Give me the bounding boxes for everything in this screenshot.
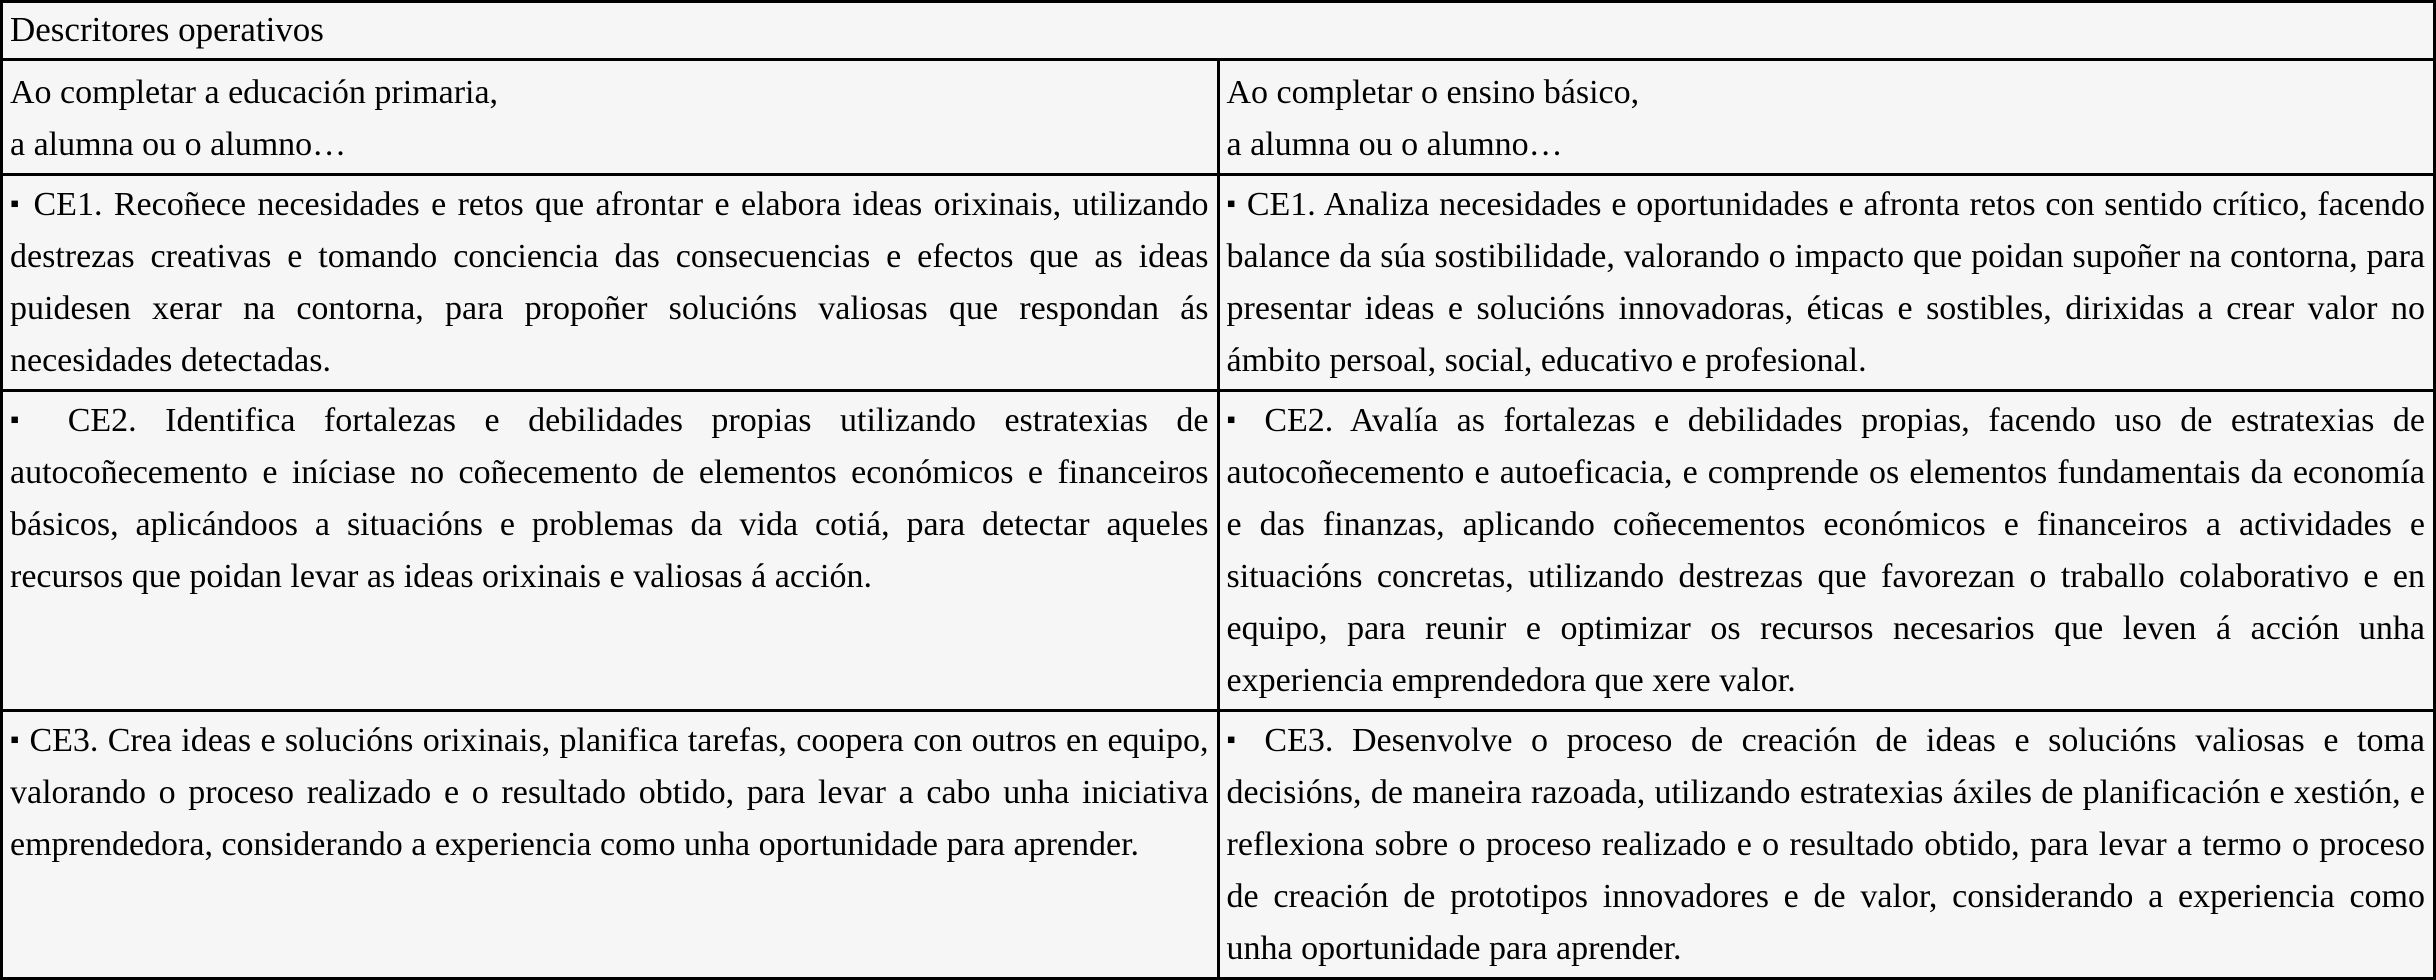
ce3-primary-cell [2,711,1219,979]
table-title-cell [2,2,2435,60]
table-title-row [2,2,2435,60]
header-right-line1: Ao completar o ensino básico, [1226,74,1640,111]
ce2-primary-paragraph [10,394,1209,603]
table-title: Descritores operativos [10,10,324,49]
ce1-primary-text: CE1. Recoñece necesidades e retos que afrontar e elabora ideas orixinais, utilizando destrezas creativas e tomando conciencia das consecuencias e efectos que as ideas puidesen xerar na contorna, para propoñer solucións valiosas que respondan ás necesidades detectadas. [10,186,1209,379]
ce3-basic-paragraph [1227,714,2426,975]
bullet-square-icon: ▪ [1226,405,1246,434]
bullet-square-icon: ▪ [10,405,40,434]
ce2-basic-paragraph [1227,394,2426,707]
column-header-row [2,60,2435,175]
ce3-primary-text: CE3. Crea ideas e solucións orixinais, planifica tarefas, coopera con outros en equipo, valorando o proceso realizado e o resultado obtido, para levar a cabo unha iniciativa emprendedora, considerando a experiencia como unha oportunidade para aprender. [10,722,1209,863]
ce1-primary-cell [2,175,1219,391]
header-left-line2: a alumna ou o alumno… [10,126,347,163]
table-row-ce3 [2,711,2435,979]
header-left-line1: Ao completar a educación primaria, [10,74,499,111]
ce1-basic-text: CE1. Analiza necesidades e oportunidades e afronta retos con sentido crítico, facendo balance da súa sostibilidade, valorando o impacto que poidan supoñer na contorna, para presentar ideas e solucións innovadoras, éticas e sostibles, dirixidas a crear valor no ámbito persoal, social, educativo e profesional. [1226,186,2426,379]
table-row-ce2 [2,391,2435,711]
ce3-basic-text: CE3. Desenvolve o proceso de creación de ideas e solucións valiosas e toma decisións, de maneira razoada, utilizando estratexias áxiles de planificación e xestión, e reflexiona sobre o proceso realizado e o resultado obtido, para levar a termo o proceso de creación de prototipos innovadores e de valor, considerando a experiencia como unha oportunidade para aprender. [1226,722,2425,967]
bullet-square-icon: ▪ [1226,189,1238,218]
header-right-line2: a alumna ou o alumno… [1226,126,1563,163]
header-cell-primary-education [2,60,1219,175]
ce2-basic-cell [1218,391,2435,711]
table-row-ce1 [2,175,2435,391]
ce2-basic-text: CE2. Avalía as fortalezas e debilidades propias, facendo uso de estratexias de autocoñecemento e autoeficacia, e comprende os elementos fundamentais da economía e das finanzas, aplicando coñecementos económicos e financeiros a actividades e situacións concretas, utilizando destrezas que favorezan o traballo colaborativo e en equipo, para reunir e optimizar os recursos necesarios que leven á acción unha experiencia emprendedora que xere valor. [1226,402,2426,699]
bullet-square-icon: ▪ [1226,725,1246,754]
ce2-primary-text: CE2. Identifica fortalezas e debilidades propias utilizando estratexias de autocoñecemento e iníciase no coñecemento de elementos económicos e financeiros básicos, aplicándoos a situacións e problemas da vida cotiá, para detectar aqueles recursos que poidan levar as ideas orixinais e valiosas á acción. [10,402,1209,595]
ce2-primary-cell [2,391,1219,711]
ce1-basic-cell [1218,175,2435,391]
ce3-basic-cell [1218,711,2435,979]
ce1-basic-paragraph [1227,178,2426,387]
bullet-square-icon: ▪ [10,725,21,754]
header-cell-basic-education [1218,60,2435,175]
bullet-square-icon: ▪ [10,189,23,218]
ce1-primary-paragraph [10,178,1209,387]
ce3-primary-paragraph [10,714,1209,871]
